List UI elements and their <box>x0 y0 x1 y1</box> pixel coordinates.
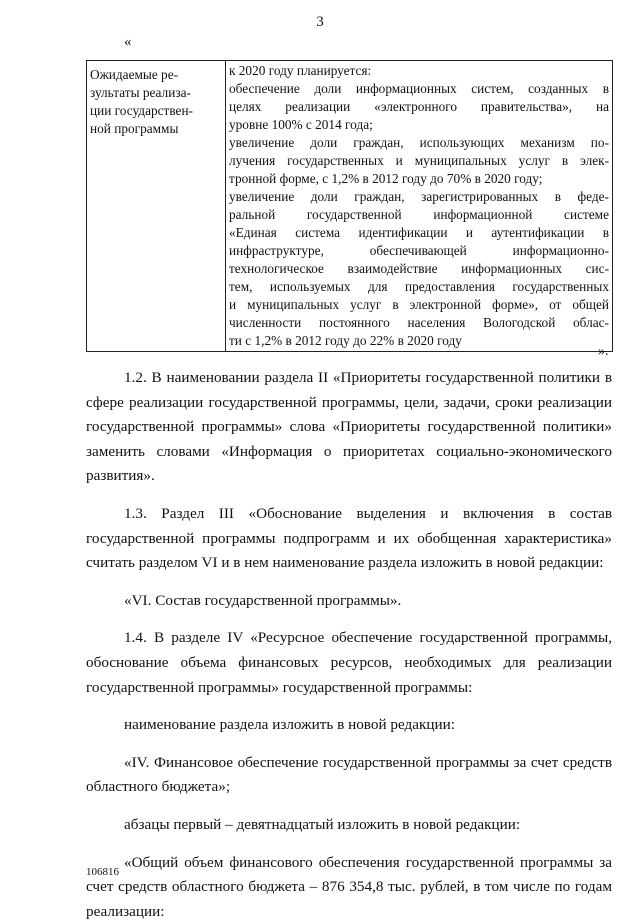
paragraph-section-vi-title: «VI. Состав государственной программы». <box>86 589 612 614</box>
content-line: уровне 100% с 2014 года; <box>229 116 609 134</box>
row-label-cell <box>87 61 226 352</box>
content-line: и муниципальных услуг в электронной форме», от общей <box>229 296 609 314</box>
paragraph-1-3: 1.3. Раздел III «Обоснование выделения и включения в состав государственной программы подпрограмм и их обобщенная характеристика» считать разделом VI и в нем наименование раздела изложить в новой редакции: <box>86 502 612 576</box>
document-code: 106816 <box>86 866 119 878</box>
page-number: 3 <box>0 14 640 31</box>
content-line: технологическое взаимодействие информационных сис- <box>229 260 609 278</box>
paragraph-abzacy: абзацы первый – девятнадцатый изложить в новой редакции: <box>86 813 612 838</box>
paragraph-section-iv-title: «IV. Финансовое обеспечение государственной программы за счет средств областного бюджета»; <box>86 751 612 800</box>
expected-results-table <box>86 60 613 352</box>
content-line: тронной форме, с 1,2% в 2012 году до 70% в 2020 году; <box>229 170 609 188</box>
row-label-line: Ожидаемые ре- <box>90 66 222 84</box>
closing-quote-mark: ». <box>598 344 609 360</box>
content-line: целях реализации «электронного правительства», на <box>229 98 609 116</box>
paragraph-section-name: наименование раздела изложить в новой редакции: <box>86 713 612 738</box>
row-label-line: ции государствен- <box>90 102 222 120</box>
content-line: «Единая система идентификации и аутентификации в <box>229 224 609 242</box>
row-label-line: зультаты реализа- <box>90 84 222 102</box>
content-line: тем, используемых для предоставления государственных <box>229 278 609 296</box>
row-content-cell <box>226 61 613 352</box>
content-line: лучения государственных и муниципальных услуг в элек- <box>229 152 609 170</box>
content-line: увеличение доли граждан, зарегистрированных в феде- <box>229 188 609 206</box>
paragraph-1-2: 1.2. В наименовании раздела II «Приоритеты государственной политики в сфере реализации государственной программы, цели, задачи, сроки реализации государственной программы» слова «Приоритеты государственной политики» заменить словами «Информация о приоритетах социально-экономического развития». <box>86 366 612 489</box>
content-line: обеспечение доли информационных систем, созданных в <box>229 80 609 98</box>
document-body <box>86 366 612 924</box>
content-line: численности постоянного населения Вологодской облас- <box>229 314 609 332</box>
content-line: инфраструктуре, обеспечивающей информационно- <box>229 242 609 260</box>
row-label-line: ной программы <box>90 120 222 138</box>
content-line: увеличение доли граждан, использующих механизм по- <box>229 134 609 152</box>
paragraph-1-4: 1.4. В разделе IV «Ресурсное обеспечение государственной программы, обоснование объема финансовых ресурсов, необходимых для реализации государственной программы» государственной программы: <box>86 626 612 700</box>
table-row <box>87 61 613 352</box>
content-line: ти с 1,2% в 2012 году до 22% в 2020 году <box>229 332 609 350</box>
content-line: к 2020 году планируется: <box>229 62 609 80</box>
paragraph-total-funding: «Общий объем финансового обеспечения государственной программы за счет средств областного бюджета – 876 354,8 тыс. рублей, в том числе по годам реализации: <box>86 851 612 924</box>
opening-quote-mark: « <box>124 34 132 51</box>
content-line: ральной государственной информационной системе <box>229 206 609 224</box>
